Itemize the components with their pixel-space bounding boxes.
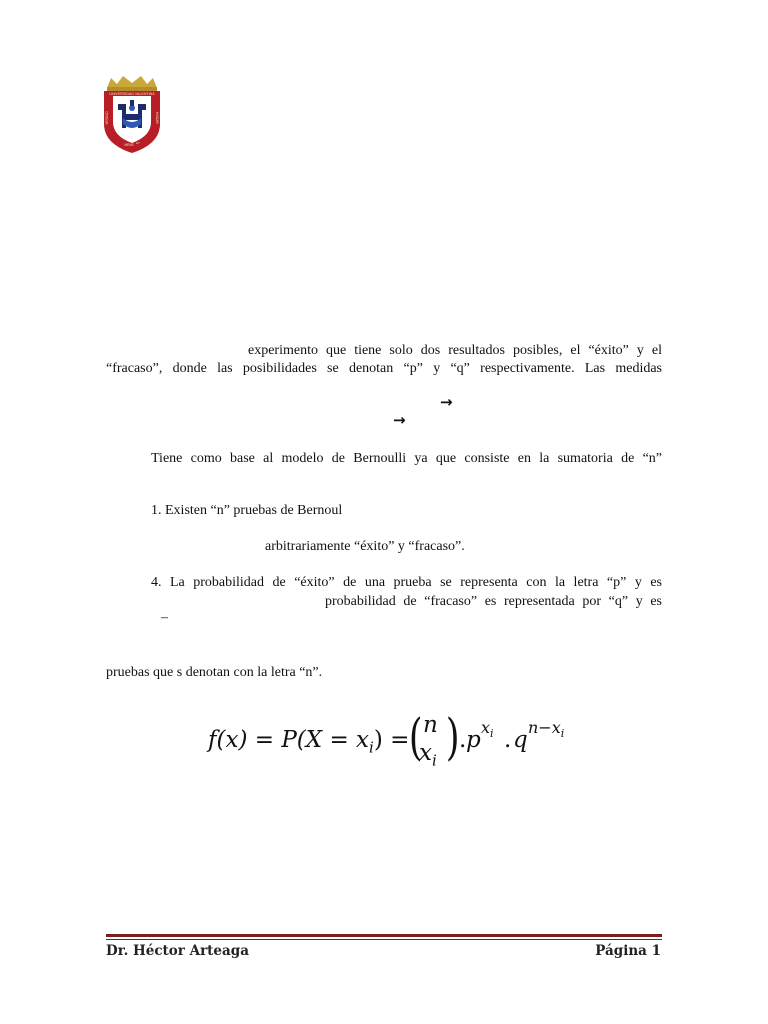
formula-p-exponent-subscript: i (490, 727, 494, 741)
binomial-bottom: x (419, 740, 432, 766)
footer-rule-thin (106, 939, 662, 940)
formula-lhs: f(x) = P(X = x (208, 727, 370, 753)
formula-lhs-end: ) = (373, 727, 410, 753)
svg-text:HOGAR: HOGAR (155, 112, 159, 124)
binomial-bottom-subscript: i (431, 751, 437, 770)
formula-lhs-subscript: i (369, 738, 374, 757)
formula-dot-1: . (459, 727, 467, 753)
binomial-top: n (423, 712, 438, 738)
formula-dot-2: . (504, 727, 512, 753)
footer-author: Dr. Héctor Arteaga (106, 943, 249, 959)
svg-text:UNIVERSIDAD VALENTINA: UNIVERSIDAD VALENTINA (109, 92, 155, 96)
footer-rule-thick (106, 934, 662, 937)
right-arrow-icon: → (440, 393, 453, 411)
formula-q: q (513, 727, 528, 753)
formula-q-exponent-subscript: i (560, 727, 565, 741)
paragraph-2: Tiene como base al modelo de Bernoulli ya que consiste en la sumatoria de “n” (151, 451, 662, 466)
binomial-left-paren: ( (408, 708, 423, 766)
binomial-right-paren: ) (445, 708, 460, 766)
university-logo (101, 74, 163, 154)
dash: – (161, 610, 168, 625)
footer-page-number: Página 1 (595, 943, 661, 959)
binomial-formula (208, 708, 568, 774)
paragraph-3: pruebas que s denotan con la letra “n”. (106, 665, 323, 680)
svg-text:VERDAD: VERDAD (105, 111, 109, 125)
list-item-4-line-1: 4. La probabilidad de “éxito” de una prueba se representa con la letra “p” y es (151, 575, 662, 590)
svg-text:MENS: MENS (124, 143, 134, 147)
list-item-continuation: arbitrariamente “éxito” y “fracaso”. (265, 539, 465, 554)
university-crest-icon (101, 74, 163, 154)
right-arrow-icon: → (393, 411, 406, 429)
formula-p: p (466, 727, 481, 753)
paragraph-1-line-2: “fracaso”, donde las posibilidades se denotan “p” y “q” respectivamente. Las medidas (106, 361, 662, 376)
svg-text:ET: ET (136, 141, 140, 145)
list-item-4-line-2: probabilidad de “fracaso” es representada por “q” y es (325, 594, 662, 609)
formula-p-exponent: x (481, 718, 491, 737)
list-item-1: 1. Existen “n” pruebas de Bernoul (151, 503, 343, 518)
paragraph-1-line-1: experimento que tiene solo dos resultados posibles, el “éxito” y el (248, 343, 662, 358)
formula-q-exponent: n−x (528, 718, 561, 737)
